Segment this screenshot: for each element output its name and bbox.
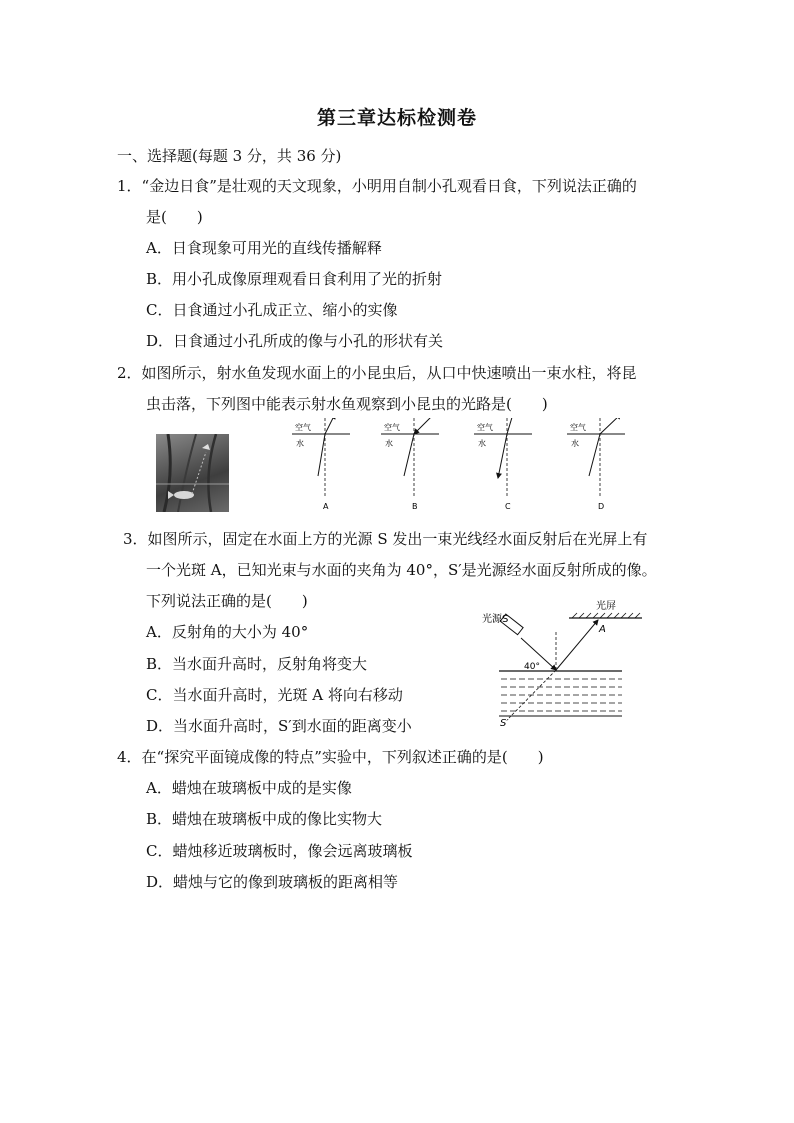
image-s-prime-label: S′: [500, 718, 509, 729]
q3-reflection-figure: [474, 596, 646, 730]
diagram-a-air-label: 空气: [295, 423, 311, 432]
q3-option-b: B．当水面升高时，反射角将变大: [146, 655, 368, 673]
diagram-a: [292, 418, 350, 511]
diagram-d: [567, 418, 625, 511]
q1-stem-line1: [117, 176, 637, 196]
diagram-c-ray-water: [498, 434, 507, 478]
q4-option-b: B．蜡烛在玻璃板中成的像比实物大: [146, 810, 383, 828]
q4-option-c: C．蜡烛移近玻璃板时，像会远离玻璃板: [146, 842, 413, 860]
diagram-b-ray-air: [414, 418, 434, 434]
q1-option-d: D．日食通过小孔所成的像与小孔的形状有关: [146, 332, 444, 350]
diagram-a-ray-air: [325, 418, 335, 434]
q2-number: 2．: [117, 364, 142, 382]
q2-light-path-diagrams: [278, 418, 650, 518]
page-title: 第三章达标检测卷: [316, 107, 477, 129]
q4-option-d: D．蜡烛与它的像到玻璃板的距离相等: [146, 873, 399, 891]
q3-number: 3．: [123, 530, 148, 548]
diagram-d-air-label: 空气: [570, 423, 586, 432]
diagram-d-label: D: [598, 502, 605, 511]
diagram-a-label: A: [323, 502, 329, 511]
q1-option-c: C．日食通过小孔成正立、缩小的实像: [146, 301, 398, 319]
screen-hatching: [572, 613, 640, 618]
spot-a-label: A: [599, 624, 606, 635]
archerfish-photo-art: [156, 434, 229, 512]
q3-stem-line1: [123, 529, 647, 549]
diagram-d-ray-air: [600, 418, 621, 434]
diagram-d-water-label: 水: [571, 439, 579, 448]
water-dashes: [501, 679, 622, 711]
diagram-c-ray-air: [507, 418, 513, 434]
q3-option-c: C．当水面升高时，光斑 A 将向右移动: [146, 686, 403, 704]
q3-stem-line2: 一个光斑 A，已知光束与水面的夹角为 40°，S′是光源经水面反射所成的像。: [146, 561, 657, 579]
q3-option-a: A．反射角的大小为 40°: [146, 623, 309, 641]
angle-label: 40°: [524, 662, 540, 672]
section-heading: 一、选择题(每题 3 分，共 36 分): [117, 147, 342, 165]
light-source-label: 光源S: [482, 614, 509, 625]
q4-number: 4．: [117, 748, 142, 766]
q4-option-a: A．蜡烛在玻璃板中成的是实像: [146, 779, 352, 797]
q3-option-d: D．当水面升高时，S′到水面的距离变小: [146, 717, 412, 735]
q2-stem-text: 如图所示，射水鱼发现水面上的小昆虫后，从口中快速喷出一束水柱，将昆: [141, 364, 637, 382]
q1-number: 1．: [117, 177, 142, 195]
q1-stem-line2: 是( ): [146, 208, 203, 226]
q4-stem-line1: [117, 747, 544, 767]
q2-stem-line1: [117, 363, 637, 383]
q3-stem-line3: 下列说法正确的是( ): [146, 592, 308, 610]
diagram-a-water-label: 水: [296, 439, 304, 448]
diagram-c-water-label: 水: [478, 439, 486, 448]
q4-stem-text: 在“探究平面镜成像的特点”实验中，下列叙述正确的是( ): [141, 748, 544, 766]
diagram-c-label: C: [505, 502, 511, 511]
diagram-c: [474, 418, 532, 511]
q2-stem-line2: 虫击落，下列图中能表示射水鱼观察到小昆虫的光路是( ): [146, 395, 548, 413]
diagram-c-air-label: 空气: [477, 423, 493, 432]
archerfish-photo: [156, 434, 229, 512]
diagram-b-ray-water: [404, 434, 414, 476]
q1-option-b: B．用小孔成像原理观看日食利用了光的折射: [146, 270, 443, 288]
diagram-a-ray-water: [318, 434, 325, 476]
q3-stem-text: 如图所示，固定在水面上方的光源 S 发出一束光线经水面反射后在光屏上有: [147, 530, 648, 548]
diagram-b-air-label: 空气: [384, 423, 400, 432]
diagram-d-ray-water: [589, 434, 600, 476]
screen-label: 光屏: [596, 601, 616, 612]
q1-stem-text: “金边日食”是壮观的天文现象，小明用自制小孔观看日食，下列说法正确的: [141, 177, 637, 195]
diagram-b-label: B: [412, 502, 418, 511]
reflected-ray: [556, 620, 598, 670]
diagram-b-water-label: 水: [385, 439, 393, 448]
diagram-b: [381, 418, 439, 511]
q1-option-a: A．日食现象可用光的直线传播解释: [146, 239, 382, 257]
